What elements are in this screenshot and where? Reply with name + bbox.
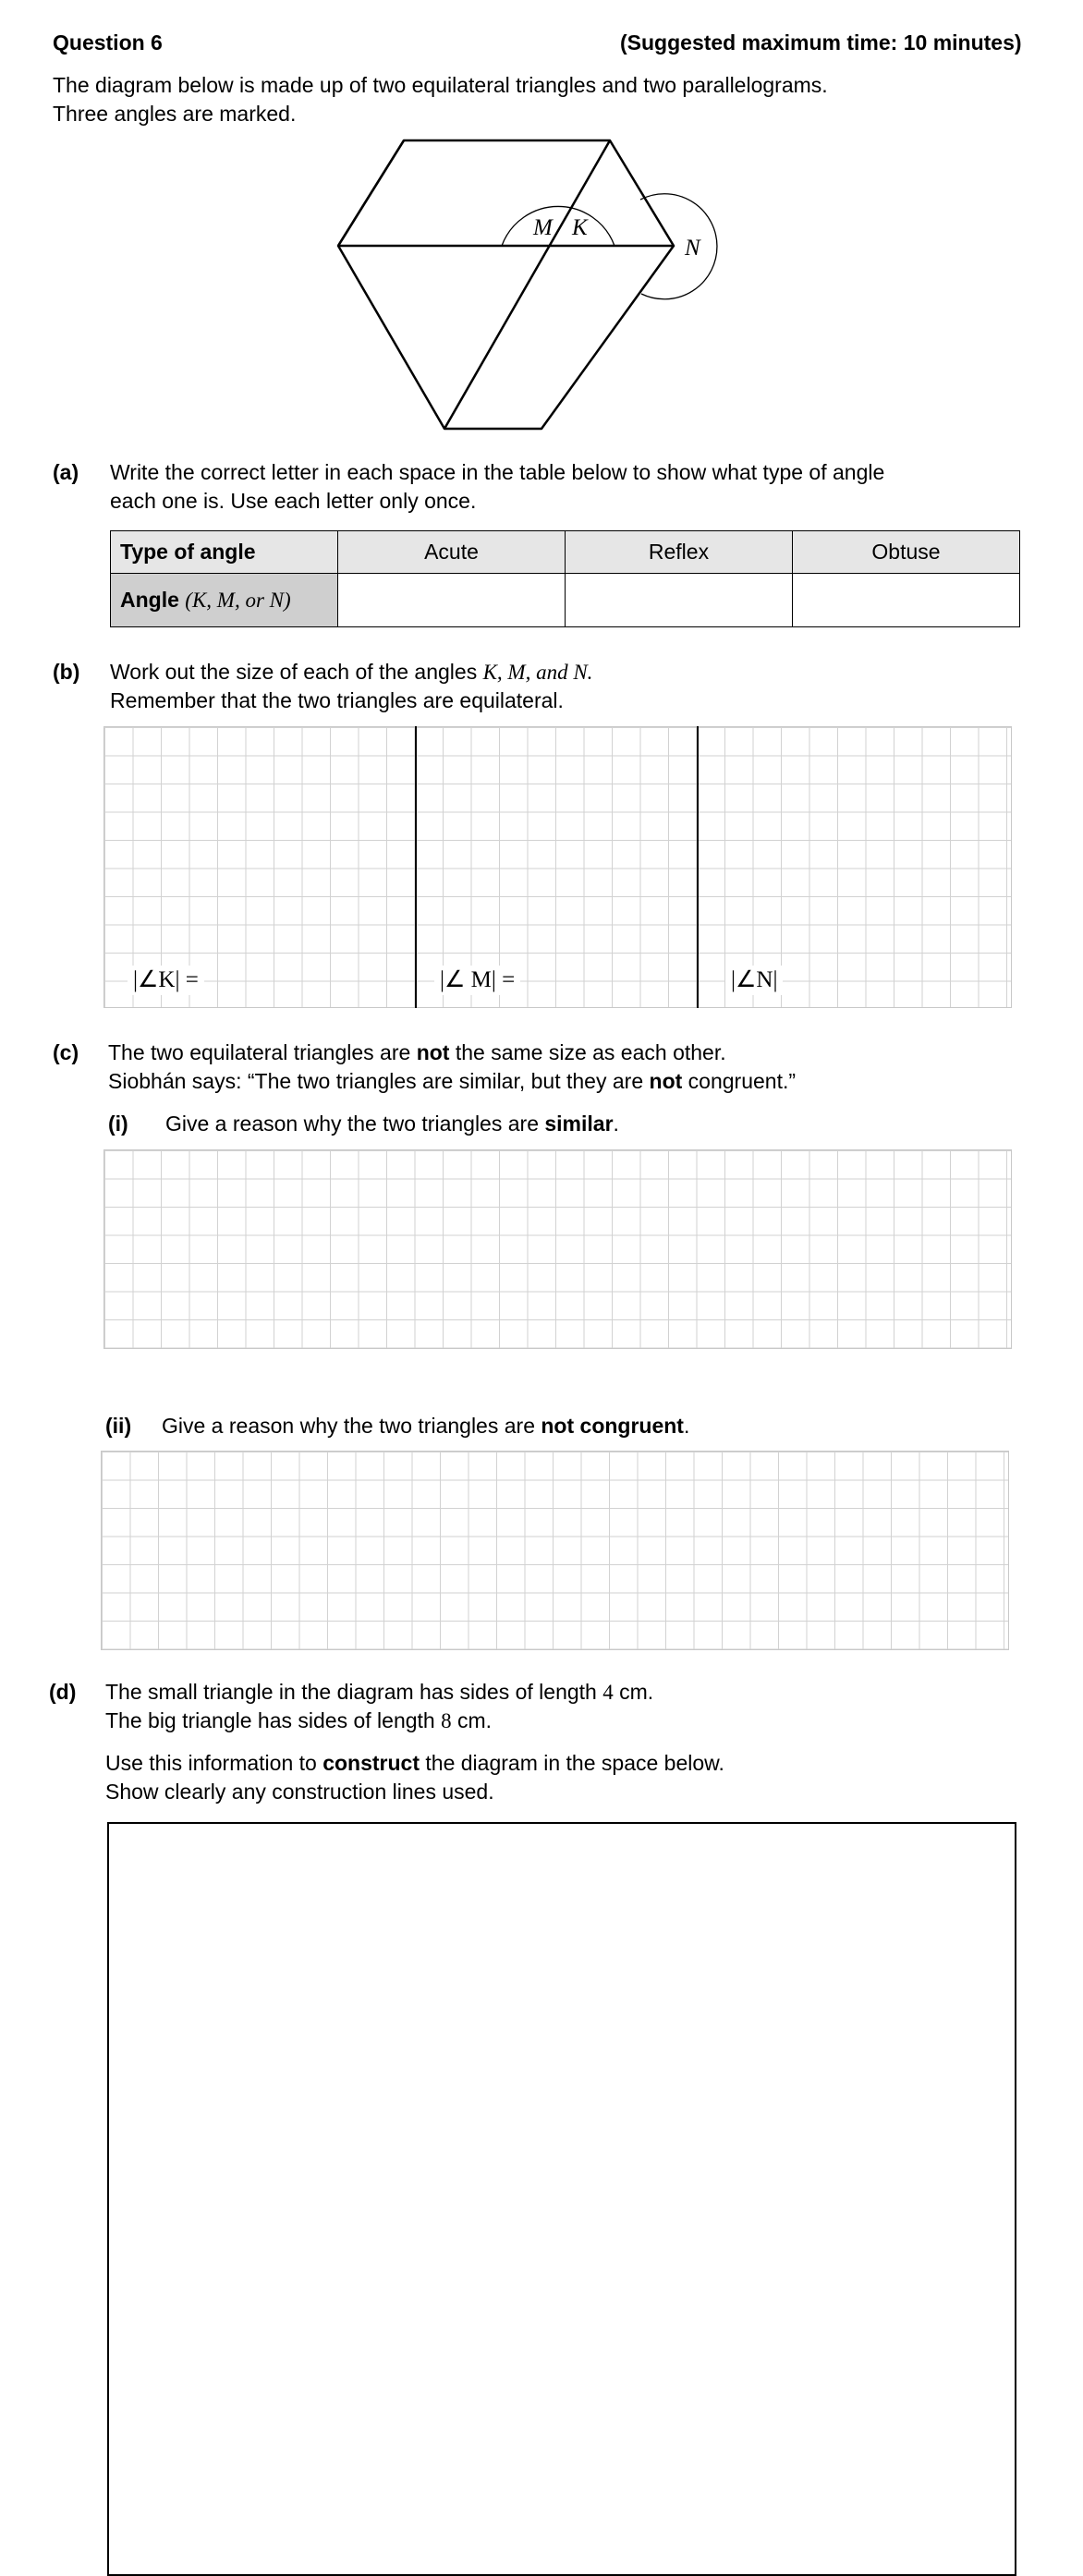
- part-c-line-2b: not: [649, 1069, 683, 1093]
- part-a-line-2: each one is. Use each letter only once.: [110, 489, 477, 513]
- intro-line-1: The diagram below is made up of two equilateral triangles and two parallelograms.: [53, 73, 828, 97]
- question-number: Question 6: [53, 30, 163, 55]
- part-d-line-2a: The big triangle has sides of length: [105, 1708, 442, 1732]
- part-d-line-2: [105, 1707, 492, 1735]
- part-c-ii-text-a: Give a reason why the two triangles are: [162, 1414, 542, 1438]
- part-d-line-3b: construct: [322, 1751, 420, 1775]
- label-n: N: [685, 236, 700, 261]
- part-c-i-text-a: Give a reason why the two triangles are: [165, 1112, 545, 1136]
- answer-label-m: |∠ M| =: [434, 966, 520, 995]
- part-c-i-label: (i): [108, 1112, 128, 1136]
- part-a-label: (a): [53, 460, 79, 484]
- label-m: M: [533, 215, 553, 240]
- left-edge: [338, 140, 404, 246]
- table-header-acute: Acute: [338, 531, 566, 574]
- part-d-line-3: [105, 1749, 724, 1777]
- table-header-type: Type of angle: [111, 531, 338, 574]
- grid-divider-1: [415, 726, 417, 1008]
- part-d-line-3a: Use this information to: [105, 1751, 323, 1775]
- label-k: K: [572, 215, 588, 240]
- table-header-angle: [111, 574, 338, 627]
- part-c-label: (c): [53, 1040, 79, 1064]
- answer-cell-obtuse[interactable]: [793, 574, 1020, 627]
- triangles-diagram: [323, 134, 739, 439]
- part-d-label: (d): [49, 1680, 77, 1704]
- construction-box[interactable]: [107, 1822, 1016, 2576]
- table-header-obtuse: Obtuse: [793, 531, 1020, 574]
- part-c-line-1: [108, 1039, 726, 1066]
- part-c-i-text: [165, 1110, 619, 1137]
- part-c-line-1a: The two equilateral triangles are: [108, 1040, 417, 1064]
- part-c-i-text-c: .: [613, 1112, 619, 1136]
- part-d-line-1a: The small triangle in the diagram has sides of length: [105, 1680, 603, 1704]
- part-c-ii-text-b: not congruent: [541, 1414, 684, 1438]
- part-c-ii-text: [162, 1412, 689, 1440]
- table-row-answers: [111, 574, 1020, 627]
- part-c-ii-label: (ii): [105, 1414, 132, 1438]
- table-row-types: [111, 531, 1020, 574]
- answer-cell-reflex[interactable]: [566, 574, 793, 627]
- part-c-line-2a: Siobhán says: “The two triangles are similar, but they are: [108, 1069, 650, 1093]
- part-c-ii-text-c: .: [683, 1414, 690, 1438]
- part-b-answer-grid[interactable]: [103, 726, 1012, 1008]
- angle-letters: (K, M, or N): [185, 589, 291, 612]
- part-a-line-1: Write the correct letter in each space in the table below to show what type of angle: [110, 460, 885, 484]
- top-shape: [338, 140, 674, 246]
- angle-type-table: [110, 530, 1020, 627]
- answer-label-k: |∠K| =: [128, 966, 204, 995]
- table-header-reflex: Reflex: [566, 531, 793, 574]
- part-c-line-2: [108, 1067, 796, 1095]
- angle-word: Angle: [120, 588, 179, 612]
- bottom-shape: [338, 246, 674, 429]
- part-d-line-2b: cm.: [451, 1708, 493, 1732]
- part-d-big-length: 8: [441, 1709, 452, 1732]
- part-d-small-length: 4: [602, 1681, 614, 1704]
- part-d-line-1b: cm.: [613, 1680, 654, 1704]
- grid-divider-2: [697, 726, 699, 1008]
- part-b-letters: K, M, and N.: [482, 661, 593, 684]
- part-b-label: (b): [53, 660, 80, 684]
- intro-line-2: Three angles are marked.: [53, 102, 297, 126]
- suggested-time: (Suggested maximum time: 10 minutes): [620, 30, 1022, 55]
- part-c-line-1c: the same size as each other.: [449, 1040, 726, 1064]
- part-c-ii-answer-grid[interactable]: [101, 1451, 1009, 1650]
- diagonal-line: [444, 140, 610, 429]
- answer-label-n: |∠N|: [725, 966, 783, 995]
- part-d-line-4: Show clearly any construction lines used.: [105, 1780, 494, 1804]
- part-c-line-1b: not: [416, 1040, 450, 1064]
- part-d-line-3c: the diagram in the space below.: [420, 1751, 724, 1775]
- answer-cell-acute[interactable]: [338, 574, 566, 627]
- part-d-line-1: [105, 1678, 653, 1707]
- part-c-i-answer-grid[interactable]: [103, 1149, 1012, 1349]
- part-c-line-2c: congruent.”: [682, 1069, 797, 1093]
- part-b-line-1: [110, 658, 592, 687]
- part-c-i-text-b: similar: [544, 1112, 614, 1136]
- part-b-line-1-text: Work out the size of each of the angles: [110, 660, 483, 684]
- angle-arc-mk: [502, 206, 615, 246]
- part-b-line-2: Remember that the two triangles are equilateral.: [110, 688, 564, 712]
